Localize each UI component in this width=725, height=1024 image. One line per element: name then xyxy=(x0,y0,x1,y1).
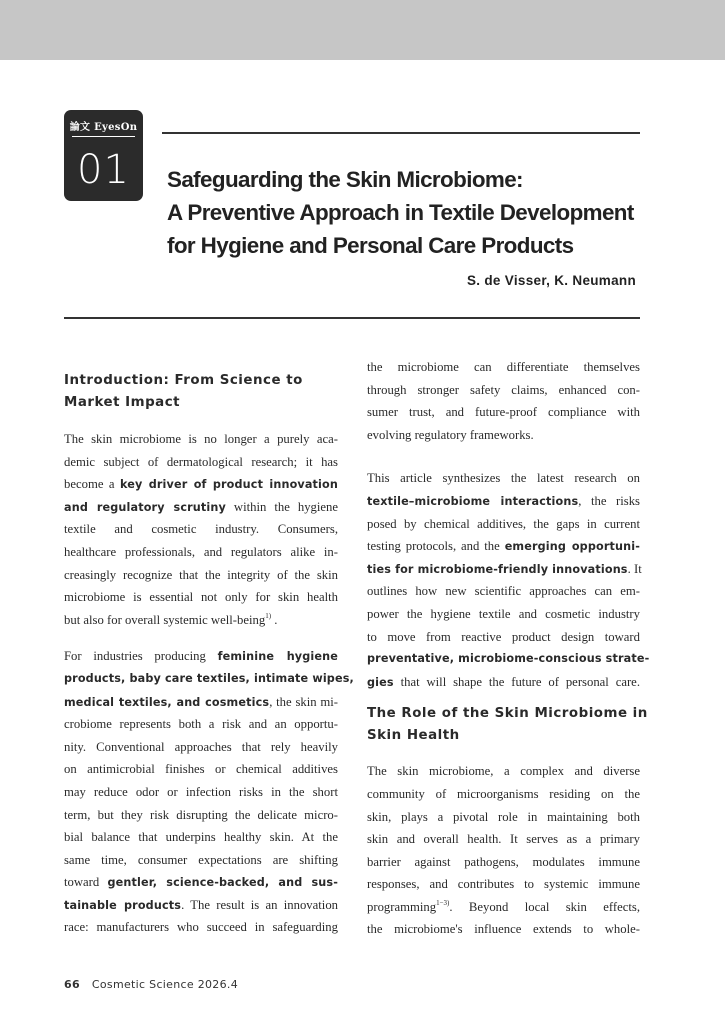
text-line: evolving regulatory frameworks. xyxy=(367,427,534,442)
text-line xyxy=(64,645,338,668)
text-run: but also for overall systemic well-being xyxy=(64,612,266,627)
text-line: preventative, microbiome-conscious strate- xyxy=(367,652,650,666)
text-line: healthcare professionals, and regulators alike in- xyxy=(64,544,338,559)
title-top-rule xyxy=(162,132,640,134)
paragraph xyxy=(367,760,640,941)
section-badge xyxy=(64,110,143,201)
text-line: through stronger safety claims, enhanced con- xyxy=(367,382,640,397)
text-line: the microbiome can differentiate themselves xyxy=(367,360,640,374)
text-run: testing protocols, and the xyxy=(367,539,505,554)
text-line xyxy=(64,871,338,894)
heading-line: Skin Health xyxy=(367,727,460,743)
text-line xyxy=(64,496,338,519)
text-line: demic subject of dermatological research; it has xyxy=(64,454,338,469)
text-line xyxy=(367,535,640,558)
emphasis-text: key driver of product innovation xyxy=(119,478,338,492)
text-line xyxy=(367,896,640,919)
text-line: creasingly recognize that the integrity of the skin xyxy=(64,567,338,582)
text-line xyxy=(367,490,640,513)
emphasis-text: textile–microbiome interactions xyxy=(367,494,579,508)
text-line: to move from reactive product design toward xyxy=(367,629,640,644)
authors: S. de Visser, K. Neumann xyxy=(466,273,636,288)
text-line: products, baby care textiles, intimate wipes, xyxy=(64,671,354,685)
text-line: This article synthesizes the latest research on xyxy=(367,471,640,486)
section-heading xyxy=(367,703,648,746)
text-run: , the risks xyxy=(578,493,640,508)
text-run: . xyxy=(271,612,278,627)
text-run: For industries producing xyxy=(64,649,218,664)
text-run: become a xyxy=(64,477,120,492)
text-line: same time, consumer expectations are shifting xyxy=(64,852,338,867)
title-line: for Hygiene and Personal Care Products xyxy=(167,233,574,258)
text-run: . Beyond local skin effects, xyxy=(449,899,640,914)
text-line: responses, and contributes to systemic immune xyxy=(367,877,640,892)
text-line xyxy=(64,609,338,632)
text-line: skin and overall health. It serves as a primary xyxy=(367,832,640,847)
text-line: term, but they risk disrupting the delicate micro- xyxy=(64,807,338,822)
text-line: outlines how new scientific approaches can em- xyxy=(367,584,640,599)
text-line: on antimicrobial finishes or chemical additives xyxy=(64,762,338,777)
text-line xyxy=(367,671,640,694)
text-line: The skin microbiome, a complex and diverse xyxy=(367,764,640,779)
badge-rule xyxy=(72,136,135,137)
page-number: 66 xyxy=(64,978,80,991)
paragraph xyxy=(64,645,354,939)
emphasis-text: feminine hygiene xyxy=(217,650,338,664)
text-run: toward xyxy=(64,875,108,890)
section-heading xyxy=(64,370,338,413)
heading-line: The Role of the Skin Microbiome in xyxy=(367,706,648,722)
emphasis-text: and regulatory scrutiny xyxy=(64,500,226,514)
text-line: barrier against pathogens, modulates immune xyxy=(367,854,640,869)
top-gray-band xyxy=(0,0,725,60)
badge-number: 01 xyxy=(77,147,130,193)
text-line: may reduce odor or infection risks in the short xyxy=(64,784,338,799)
emphasis-text: gies xyxy=(367,675,394,689)
title-bottom-rule xyxy=(64,317,640,319)
text-run: within the hygiene xyxy=(225,499,339,514)
journal-issue: Cosmetic Science 2026.4 xyxy=(91,978,238,991)
text-line xyxy=(64,894,338,917)
emphasis-text: gentler, science-backed, and sus- xyxy=(107,876,339,890)
paragraph xyxy=(367,356,640,446)
citation-ref: 1−3) xyxy=(436,898,450,907)
text-line: textile and cosmetic industry. Consumers, xyxy=(64,522,338,537)
emphasis-text: medical textiles, and cosmetics xyxy=(64,695,270,709)
text-run: . It xyxy=(627,561,642,576)
text-line xyxy=(64,473,338,496)
text-line: power the hygiene textile and cosmetic industry xyxy=(367,606,640,621)
text-line: posed by chemical additives, the gaps in current xyxy=(367,516,640,531)
left-column xyxy=(64,370,354,939)
text-line: skin, plays a pivotal role in maintaining both xyxy=(367,809,640,824)
text-line: the microbiome's influence extends to whole- xyxy=(367,922,640,937)
emphasis-text: ties for microbiome-friendly innovations xyxy=(367,562,628,576)
text-line: microbiome is essential not only for skin health xyxy=(64,590,338,605)
text-line: community of microorganisms residing on the xyxy=(367,786,640,801)
text-line: sumer trust, and future-proof compliance with xyxy=(367,405,640,420)
paragraph xyxy=(367,467,650,693)
title-line: A Preventive Approach in Textile Development xyxy=(167,200,634,225)
page-footer xyxy=(64,978,238,991)
emphasis-text: tainable products xyxy=(64,898,182,912)
heading-line: Introduction: From Science to xyxy=(64,373,303,388)
text-run: that will shape the future of personal care. xyxy=(393,674,640,689)
citation-ref: 1) xyxy=(265,611,272,620)
text-run: , the skin mi- xyxy=(269,694,338,709)
text-line xyxy=(367,558,640,581)
text-run: . The result is an innovation xyxy=(181,897,339,912)
title-line: Safeguarding the Skin Microbiome: xyxy=(167,167,523,192)
article-title xyxy=(167,163,667,262)
text-line: nity. Conventional approaches that rely heavily xyxy=(64,739,338,754)
emphasis-text: emerging opportuni- xyxy=(504,540,640,554)
badge-tag: 論文 EyesOn xyxy=(69,122,138,133)
text-line: The skin microbiome is no longer a purely aca- xyxy=(64,432,338,446)
heading-line: Market Impact xyxy=(64,394,181,410)
paragraph xyxy=(64,428,338,631)
text-line: crobiome represents both a risk and an opportu- xyxy=(64,717,338,732)
text-line: race: manufacturers who succeed in safeguarding xyxy=(64,920,338,935)
text-run: programming xyxy=(367,899,437,914)
text-line xyxy=(64,691,338,714)
right-column xyxy=(367,356,650,941)
text-line: bial balance that underpins healthy skin. At the xyxy=(64,830,338,845)
